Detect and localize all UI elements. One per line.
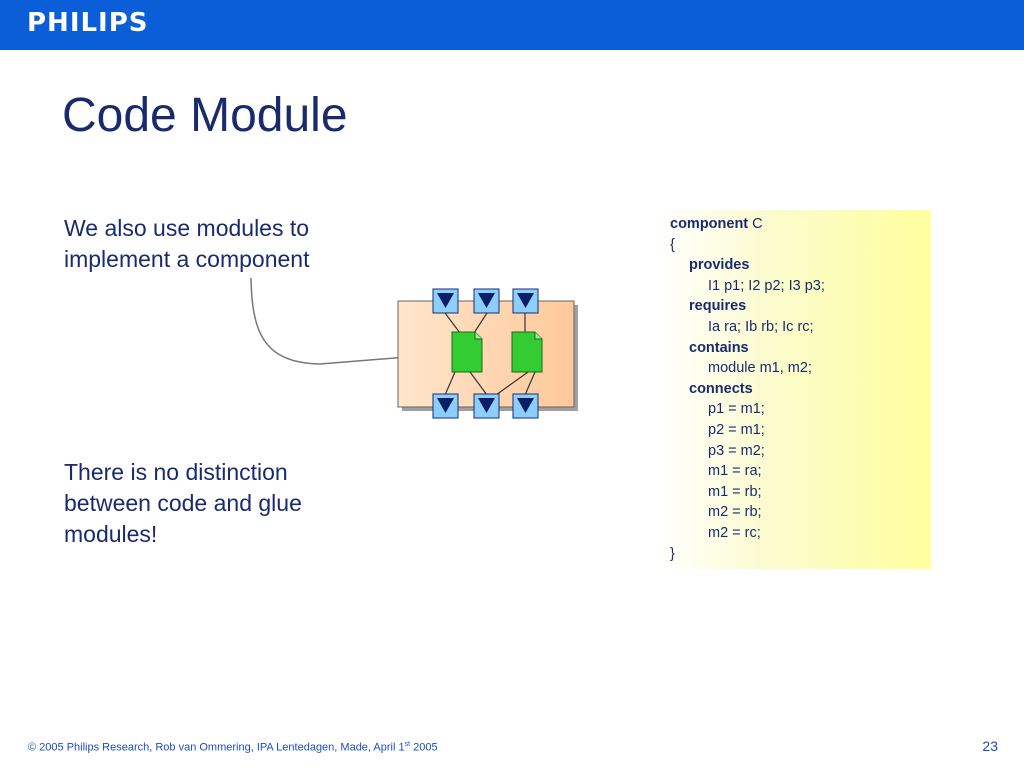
code-text: p1 = m1;: [708, 401, 765, 418]
text-line: We also use modules to: [64, 215, 310, 241]
code-line: [708, 278, 825, 294]
code-line: [708, 443, 765, 459]
code-keyword: connects: [689, 380, 753, 397]
text-line: There is no distinction: [64, 459, 288, 485]
code-text: p3 = m2;: [708, 442, 765, 459]
code-keyword: component: [670, 216, 749, 232]
code-text: Ia ra; Ib rb; Ic rc;: [708, 319, 814, 335]
required-interface-ra-icon: [433, 394, 458, 418]
code-text: }: [670, 545, 675, 562]
provided-interface-p3-icon: [513, 289, 538, 313]
code-text: C: [748, 216, 763, 232]
code-keyword: requires: [689, 298, 747, 315]
philips-logo: PHILIPS: [27, 8, 149, 38]
footer-text: © 2005 Philips Research, Rob van Ommering, IPA Lentedagen, Made, April 1: [28, 741, 405, 754]
code-line: [670, 546, 675, 562]
code-text: m2 = rb;: [708, 504, 762, 521]
code-text: m2 = rc;: [708, 525, 761, 541]
module-m2-icon: [512, 332, 542, 372]
text-line: implement a component: [64, 246, 310, 272]
code-line: [708, 360, 812, 376]
code-text: m1 = ra;: [708, 463, 762, 480]
code-keyword: provides: [689, 257, 750, 274]
footer-sup: st: [404, 741, 411, 748]
page-number: 23: [982, 738, 998, 754]
code-line: [670, 216, 763, 232]
code-line: [689, 298, 746, 314]
text-line: between code and glue: [64, 490, 302, 516]
code-line: [708, 525, 761, 541]
code-text: {: [670, 236, 675, 253]
code-keyword: contains: [689, 339, 749, 356]
code-text: m1 = rb;: [708, 483, 762, 500]
code-text: module m1, m2;: [708, 360, 812, 377]
code-line: [708, 504, 762, 520]
code-text: p2 = m1;: [708, 422, 765, 438]
code-line: [708, 463, 762, 479]
provided-interface-p2-icon: [474, 289, 499, 313]
footer-copyright: [28, 741, 438, 754]
code-line: [708, 422, 765, 438]
required-interface-rc-icon: [513, 394, 538, 418]
code-line: [689, 257, 749, 273]
component-box: [398, 301, 574, 407]
code-text: I1 p1; I2 p2; I3 p3;: [708, 277, 825, 294]
code-line: [689, 340, 749, 356]
slide-title: Code Module: [62, 89, 348, 142]
code-listing: [659, 210, 931, 569]
text-line: modules!: [64, 521, 158, 547]
footer-year: 2005: [410, 741, 438, 754]
provided-interface-p1-icon: [433, 289, 458, 313]
module-m1-icon: [452, 332, 482, 372]
code-line: [689, 381, 753, 397]
code-line: [708, 484, 762, 500]
code-line: [708, 401, 765, 417]
code-line: [670, 237, 675, 253]
required-interface-rb-icon: [474, 394, 499, 418]
code-line: [708, 319, 814, 335]
